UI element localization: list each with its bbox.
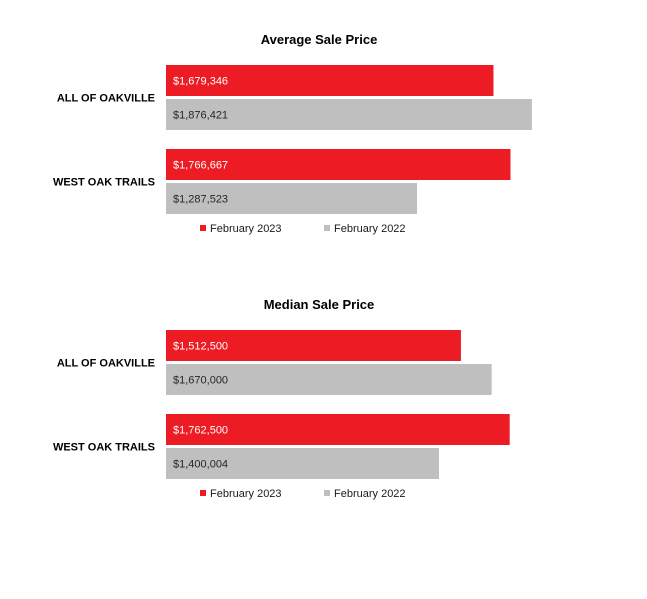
legend-swatch (200, 490, 206, 496)
data-label: $1,762,500 (173, 424, 229, 437)
median-sale-price-chart (53, 297, 510, 500)
category-label: ALL OF OAKVILLE (56, 92, 155, 105)
data-label: $1,679,346 (173, 75, 229, 88)
data-label: $1,512,500 (173, 340, 229, 353)
bars-group (53, 65, 532, 214)
legend-label: February 2023 (210, 223, 282, 235)
data-label: $1,400,004 (173, 458, 229, 471)
category-label: WEST OAK TRAILS (52, 441, 155, 454)
category-label: ALL OF OAKVILLE (56, 357, 155, 370)
legend-swatch (324, 490, 330, 496)
data-label: $1,287,523 (173, 193, 229, 206)
legend-label: February 2022 (334, 223, 406, 235)
chart-title: Median Sale Price (263, 297, 375, 312)
legend-label: February 2022 (334, 488, 406, 500)
data-label: $1,766,667 (173, 159, 229, 172)
legend (200, 488, 406, 500)
chart-title: Average Sale Price (260, 32, 378, 47)
average-sale-price-chart (53, 32, 532, 235)
data-label: $1,670,000 (173, 374, 229, 387)
legend-swatch (324, 225, 330, 231)
legend-swatch (200, 225, 206, 231)
legend (200, 223, 406, 235)
bars-group (53, 330, 510, 479)
category-label: WEST OAK TRAILS (52, 176, 155, 189)
legend-label: February 2023 (210, 488, 282, 500)
data-label: $1,876,421 (173, 109, 229, 122)
